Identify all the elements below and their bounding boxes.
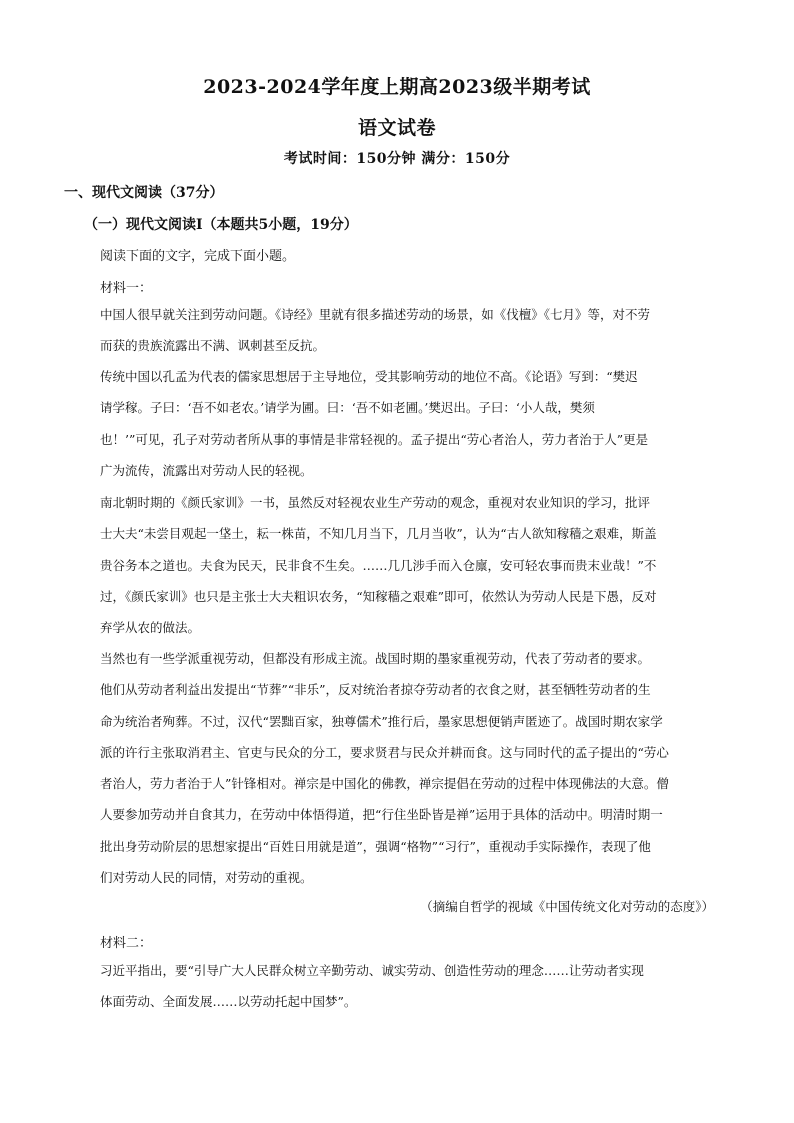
material2-label: 材料二： [100, 936, 153, 951]
material1-paragraph-3 [100, 487, 716, 643]
text-line: 体面劳动、全面发展……以劳动托起中国梦”。 [100, 994, 357, 1010]
material2-paragraph-1 [100, 955, 716, 1018]
material1-source: （摘编自哲学的视域《中国传统文化对劳动的态度》） [420, 899, 714, 914]
material1-label: 材料一： [100, 281, 153, 296]
text-line: 而获的贵族流露出不满、讽刺甚至反抗。 [100, 338, 326, 354]
text-line: 命为统治者殉葬。不过，汉代“罢黜百家，独尊儒术”推行后，墨家思想便销声匿迹了。战国时期农家学 [100, 713, 663, 729]
text-line: 传统中国以孔孟为代表的儒家思想居于主导地位，受其影响劳动的地位不高。《论语》写到：“樊迟 [100, 369, 638, 384]
exam-info: 考试时间：150分钟 满分：150分 [283, 151, 511, 167]
subject-title: 语文试卷 [357, 117, 436, 139]
text-line: 请学稼。子曰：‘吾不如老农。’请学为圃。曰：‘吾不如老圃。’樊迟出。子曰：‘小人哉，樊须 [100, 400, 595, 416]
text-line: 派的许行主张取消君主、官吏与民众的分工，要求贤君与民众并耕而食。这与同时代的孟子提出的“劳心 [100, 744, 669, 760]
text-line: 中国人很早就关注到劳动问题。《诗经》里就有很多描述劳动的场景，如《伐檀》《七月》等，对不劳 [100, 307, 651, 322]
text-line: 贵谷务本之道也。夫食为民天，民非食不生矣。……几几涉手而入仓廪，安可轻农事而贵末业哉！”不 [100, 557, 657, 573]
text-line: 士大夫“未尝目观起一垡土，耘一株苗，不知几月当下，几月当收”，认为“古人欲知稼穑之艰难，斯盖 [100, 526, 657, 542]
text-line: 批出身劳动阶层的思想家提出“百姓日用就是道”，强调“格物”“习行”，重视动手实际操作，表现了他 [100, 838, 651, 854]
material1-paragraph-1 [100, 299, 716, 362]
text-line: 也！’”可见，孔子对劳动者所从事的事情是非常轻视的。孟子提出“劳心者治人，劳力者治于人”更是 [100, 431, 649, 447]
text-line: 广为流传，流露出对劳动人民的轻视。 [100, 462, 313, 478]
section-heading: 一、现代文阅读（37分） [64, 185, 224, 201]
subsection-heading: （一）现代文阅读Ⅰ（本题共5小题，19分） [84, 217, 358, 233]
text-line: 南北朝时期的《颜氏家训》一书，虽然反对轻视农业生产劳动的观念，重视对农业知识的学习，批评 [100, 495, 651, 510]
material1-paragraph-2 [100, 361, 716, 486]
text-line: 人要参加劳动并自食其力，在劳动中体悟得道，把“行住坐卧皆是禅”运用于具体的活动中。明清时期一 [100, 807, 663, 823]
instruction-text: 阅读下面的文字，完成下面小题。 [100, 249, 296, 264]
text-line: 弃学从农的做法。 [100, 620, 201, 636]
text-line: 过，《颜氏家训》也只是主张士大夫粗识农务，“知稼穑之艰难”即可，依然认为劳动人民是下愚，反对 [100, 588, 657, 604]
exam-title: 2023-2024学年度上期高2023级半期考试 [203, 76, 591, 98]
text-line: 者治人，劳力者治于人”针锋相对。禅宗是中国化的佛教，禅宗提倡在劳动的过程中体现佛法的大意。僧 [100, 776, 669, 792]
material1-paragraph-4 [100, 643, 716, 893]
text-line: 当然也有一些学派重视劳动，但都没有形成主流。战国时期的墨家重视劳动，代表了劳动者的要求。 [100, 651, 651, 666]
text-line: 他们从劳动者利益出发提出“节葬”“非乐”，反对统治者掠夺劳动者的衣食之财，甚至牺牲劳动者的生 [100, 682, 651, 698]
text-line: 们对劳动人民的同情，对劳动的重视。 [100, 870, 313, 886]
text-line: 习近平指出，要“引导广大人民群众树立辛勤劳动、诚实劳动、创造性劳动的理念……让劳动者实现 [100, 963, 644, 978]
